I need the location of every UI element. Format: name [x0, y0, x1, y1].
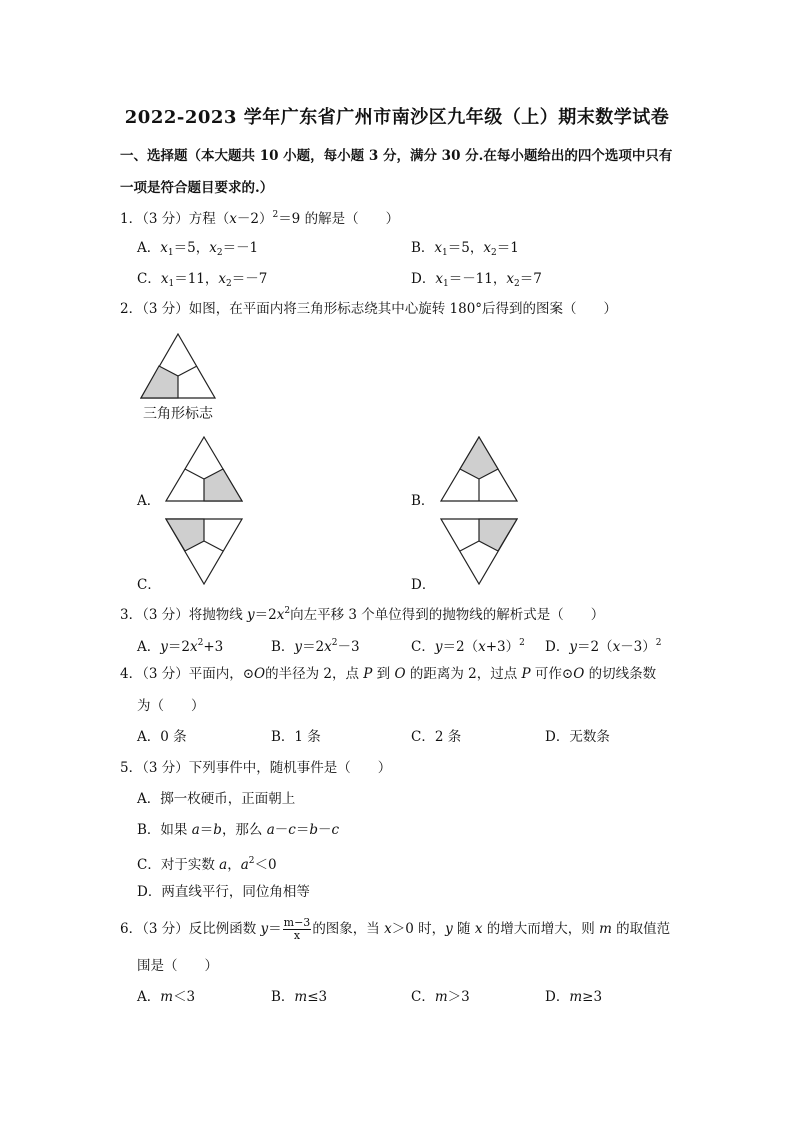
question-2-option-b-label[interactable]: B．	[411, 493, 435, 509]
question-2-option-c-figure[interactable]	[165, 518, 243, 585]
question-6-option-b[interactable]: B．m≤3	[271, 989, 328, 1005]
question-1-stem: 1．（3 分）方程$(x-2)^2=9$ 的解是（ ）	[120, 210, 400, 227]
question-1-option-a[interactable]: A．$x_1=5$，$x_2=-1$	[137, 240, 259, 258]
question-6-stem-line-2: 围是（ ）	[137, 958, 218, 974]
section-instructions	[120, 140, 680, 204]
question-1-option-b[interactable]: B．$x_1=5$，$x_2=1$	[411, 240, 519, 258]
question-5-option-b[interactable]: B．如果 a＝b，那么 a－c＝b－c	[137, 822, 340, 838]
question-2-stem: 2．（3 分）如图，在平面内将三角形标志绕其中心旋转 180°后得到的图案（ ）	[120, 301, 618, 317]
question-4-option-b[interactable]: B．1 条	[271, 729, 321, 745]
question-3-option-a[interactable]: A．$y=2x^2+3$	[137, 638, 224, 655]
question-5-stem: 5．（3 分）下列事件中，随机事件是（ ）	[120, 760, 392, 776]
question-1-option-c[interactable]: C．$x_1=11$，$x_2=-7$	[137, 271, 268, 289]
question-3-option-b[interactable]: B．$y=2x^2-3$	[271, 638, 360, 655]
question-5-option-c[interactable]: C．对于实数 a，$a^2<0$	[137, 856, 277, 873]
question-4-option-a[interactable]: A．0 条	[137, 729, 187, 745]
question-4-stem-line-2: 为（ ）	[137, 698, 205, 714]
section-line-2: 一项是符合题目要求的.）	[120, 180, 274, 196]
question-2-option-d-label[interactable]: D．	[411, 577, 436, 593]
question-5-option-d[interactable]: D．两直线平行，同位角相等	[137, 884, 310, 900]
fraction: $\frac{m-3}{x}$	[283, 916, 311, 942]
question-3-option-d[interactable]: D．$y=2(x-3)^2$	[545, 638, 662, 655]
question-6-option-c[interactable]: C．m＞3	[411, 989, 470, 1005]
question-4-stem-line-1: 4．（3 分）平面内，⊙O的半径为 2，点 P 到 O 的距离为 2，过点 P 可作⊙O 的切线条数	[120, 666, 657, 682]
question-2-option-a-figure[interactable]	[165, 436, 243, 502]
question-2-option-d-figure[interactable]	[440, 518, 518, 585]
section-line-1: 一、选择题（本大题共 10 小题，每小题 3 分，满分 30 分.在每小题给出的四个选项中只有	[120, 148, 673, 164]
question-2-option-b-figure[interactable]	[440, 436, 518, 502]
question-2-option-c-label[interactable]: C．	[137, 577, 161, 593]
question-3-stem: 3．（3 分）将抛物线 $y=2x^2$向左平移 3 个单位得到的抛物线的解析式是（ ）	[120, 606, 605, 623]
question-6-option-a[interactable]: A．m＜3	[137, 989, 196, 1005]
question-2-option-a-label[interactable]: A．	[137, 493, 161, 509]
question-1-option-d[interactable]: D．$x_1=-11$，$x_2=7$	[411, 271, 542, 289]
figure-caption: 三角形标志	[143, 406, 213, 422]
question-4-option-d[interactable]: D．无数条	[545, 729, 610, 745]
question-6-option-d[interactable]: D．m≥3	[545, 989, 603, 1005]
exam-title: 2022-2023 学年广东省广州市南沙区九年级（上）期末数学试卷	[124, 107, 670, 128]
question-5-option-a[interactable]: A．掷一枚硬币，正面朝上	[137, 791, 296, 807]
question-3-option-c[interactable]: C．$y=2(x+3)^2$	[411, 638, 525, 655]
question-6-stem-line-1: 6．（3 分）反比例函数 y＝ $\frac{m-3}{x}$ 的图象，当 x＞0 时，y 随 x 的增大而增大，则 m 的取值范	[120, 916, 671, 942]
triangle-logo-figure	[140, 333, 216, 399]
question-4-option-c[interactable]: C．2 条	[411, 729, 462, 745]
